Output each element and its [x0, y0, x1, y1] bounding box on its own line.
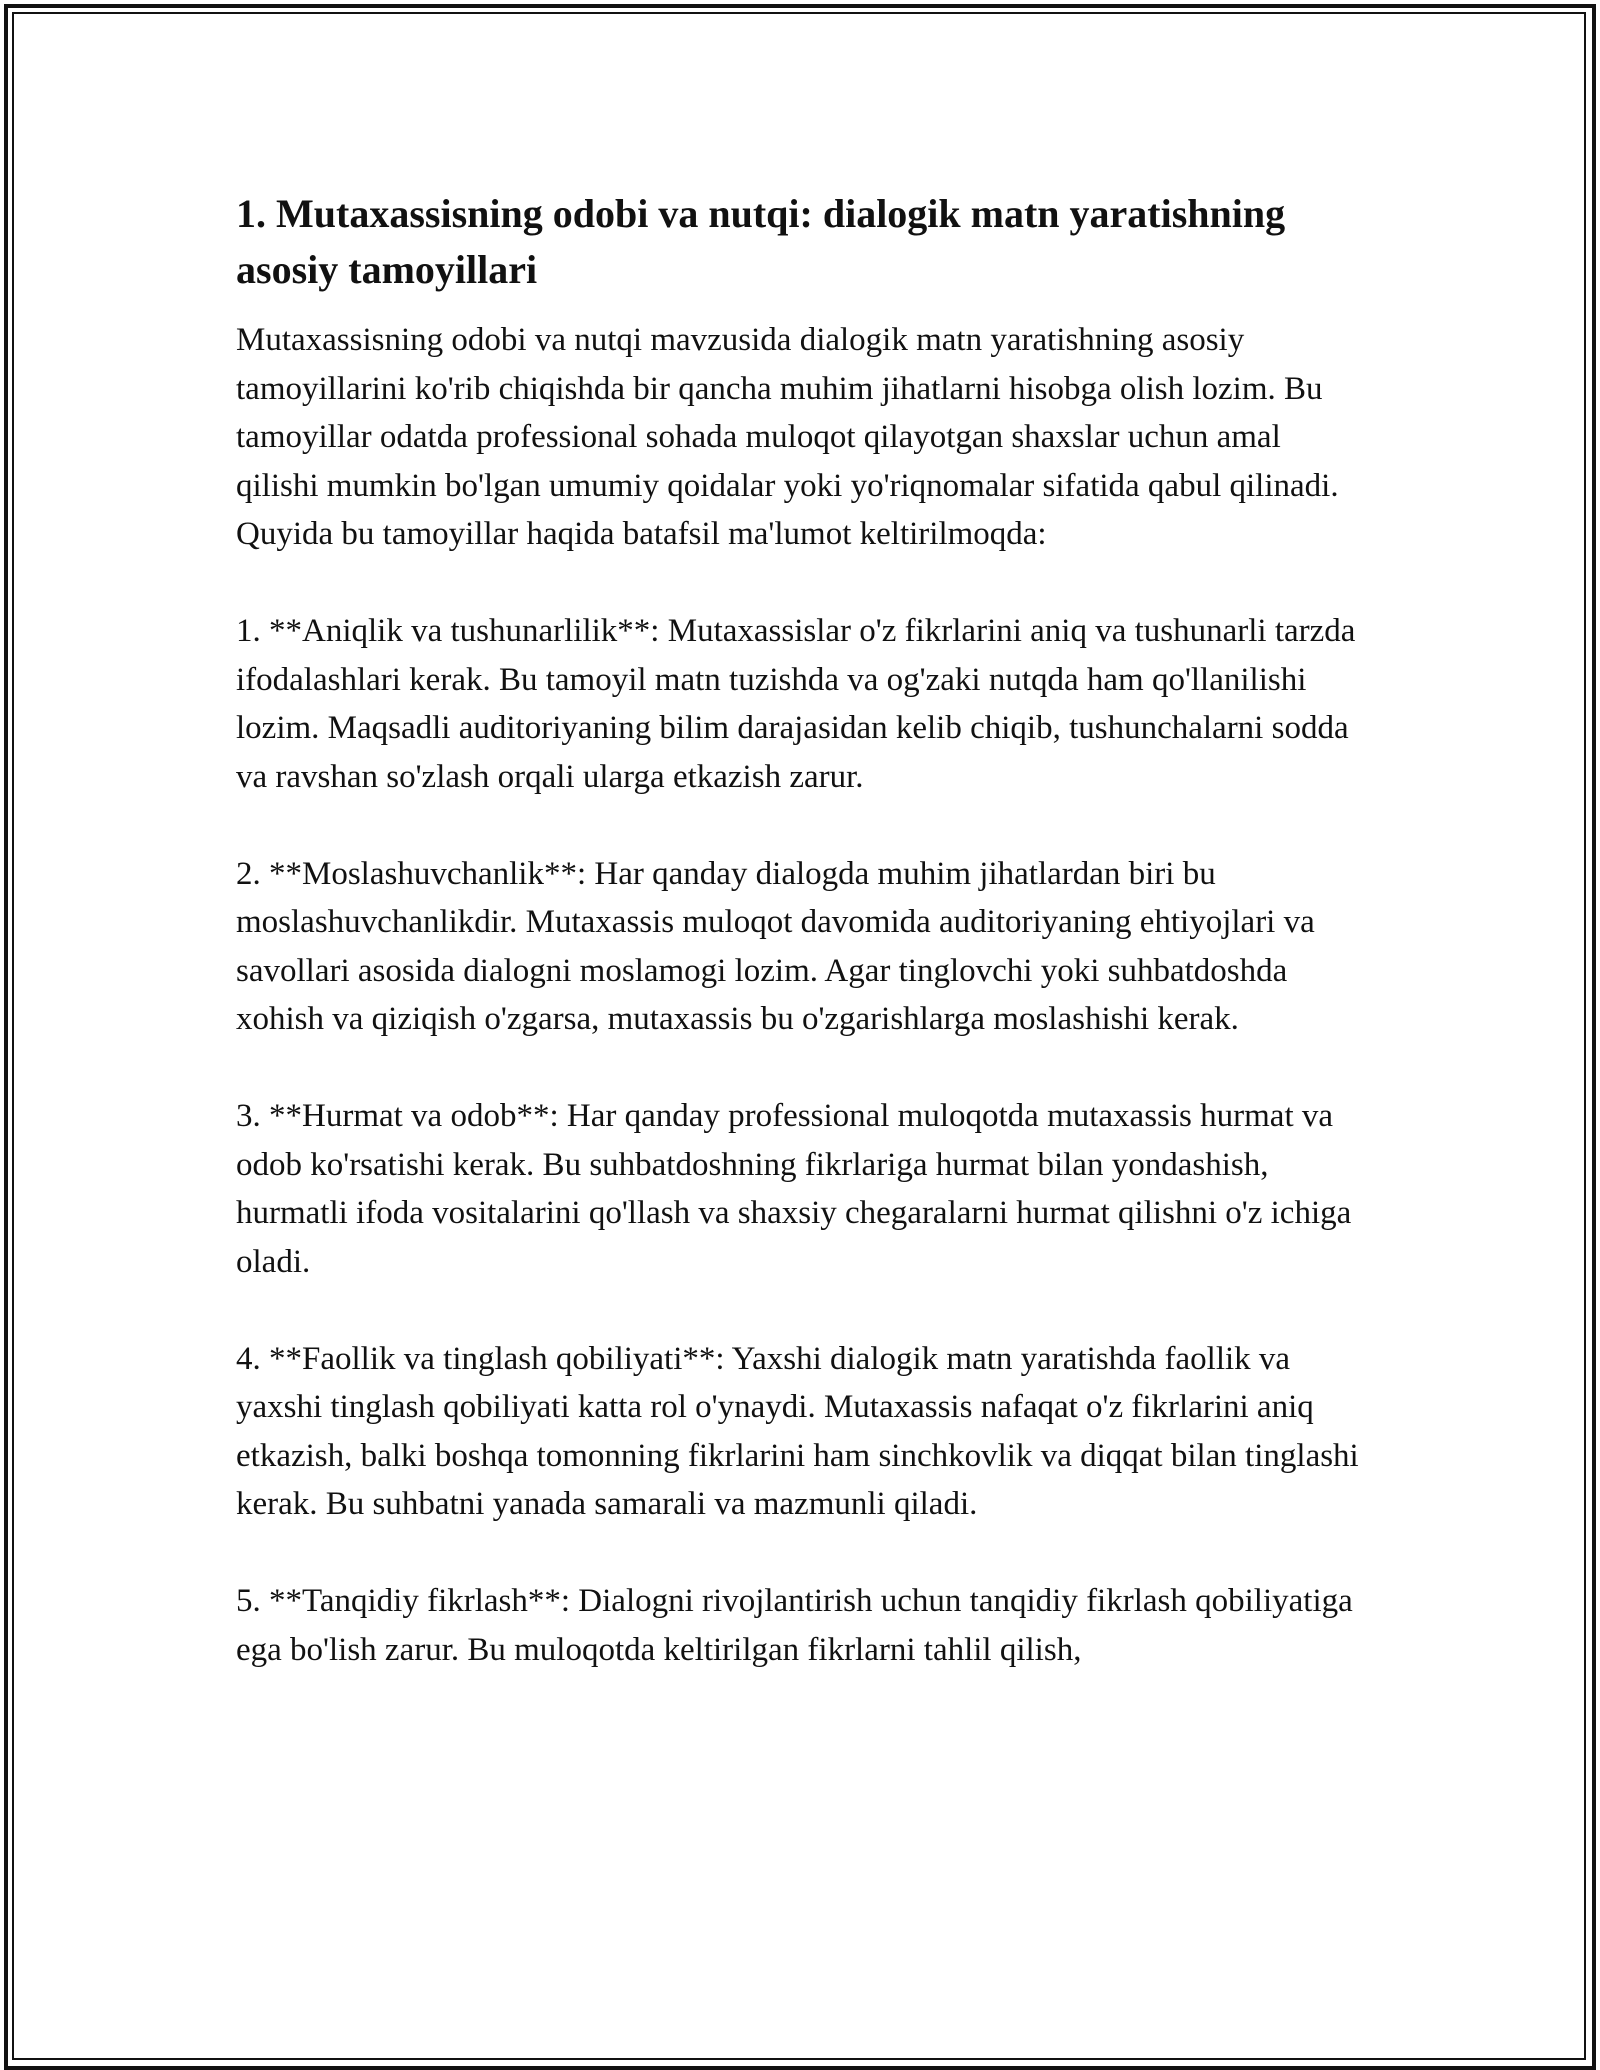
- paragraph-principle-4: 4. **Faollik va tinglash qobiliyati**: Yaxshi dialogik matn yaratishda faollik va yaxshi tinglash qobiliyati katta rol o'ynaydi. Mutaxassis nafaqat o'z fikrlarini aniq etkazish, balki boshqa tomonning fikrlarini ham sinchkovlik va diqqat bilan tinglashi kerak. Bu suhbatni yanada samarali va mazmunli qiladi.: [236, 1340, 1359, 1522]
- paragraph-principle-3: 3. **Hurmat va odob**: Har qanday professional muloqotda mutaxassis hurmat va odob ko'rsatishi kerak. Bu suhbatdoshning fikrlariga hurmat bilan yondashish, hurmatli ifoda vositalarini qo'llash va shaxsiy chegaralarni hurmat qilishni o'z ichiga oladi.: [236, 1098, 1352, 1280]
- paragraph-principle-5: 5. **Tanqidiy fikrlash**: Dialogni rivojlantirish uchun tanqidiy fikrlash qobiliyatiga ega bo'lish zarur. Bu muloqotda keltirilgan fikrlarni tahlil qilish,: [236, 1583, 1353, 1668]
- document-body: [236, 186, 1366, 1723]
- paragraph-principle-1: 1. **Aniqlik va tushunarlilik**: Mutaxassislar o'z fikrlarini aniq va tushunarli tarzda ifodalashlari kerak. Bu tamoyil matn tuzishda va og'zaki nutqda ham qo'llanilishi lozim. Maqsadli auditoriyaning bilim darajasidan kelib chiqib, tushunchalarni sodda va ravshan so'zlash orqali ularga etkazish zarur.: [236, 613, 1356, 795]
- document-title: 1. Mutaxassisning odobi va nutqi: dialogik matn yaratishning asosiy tamoyillari: [236, 191, 1286, 292]
- paragraph-principle-2: 2. **Moslashuvchanlik**: Har qanday dialogda muhim jihatlardan biri bu moslashuvchanlikdir. Mutaxassis muloqot davomida auditoriyaning ehtiyojlari va savollari asosida dialogni moslamogi lozim. Agar tinglovchi yoki suhbatdoshda xohish va qiziqish o'zgarsa, mutaxassis bu o'zgarishlarga moslashishi kerak.: [236, 855, 1315, 1037]
- paragraph-intro: Mutaxassisning odobi va nutqi mavzusida dialogik matn yaratishning asosiy tamoyillarini ko'rib chiqishda bir qancha muhim jihatlarni hisobga olish lozim. Bu tamoyillar odatda professional sohada muloqot qilayotgan shaxslar uchun amal qilishi mumkin bo'lgan umumiy qoidalar yoki yo'riqnomalar sifatida qabul qilinadi. Quyida bu tamoyillar haqida batafsil ma'lumot keltirilmoqda:: [236, 322, 1339, 552]
